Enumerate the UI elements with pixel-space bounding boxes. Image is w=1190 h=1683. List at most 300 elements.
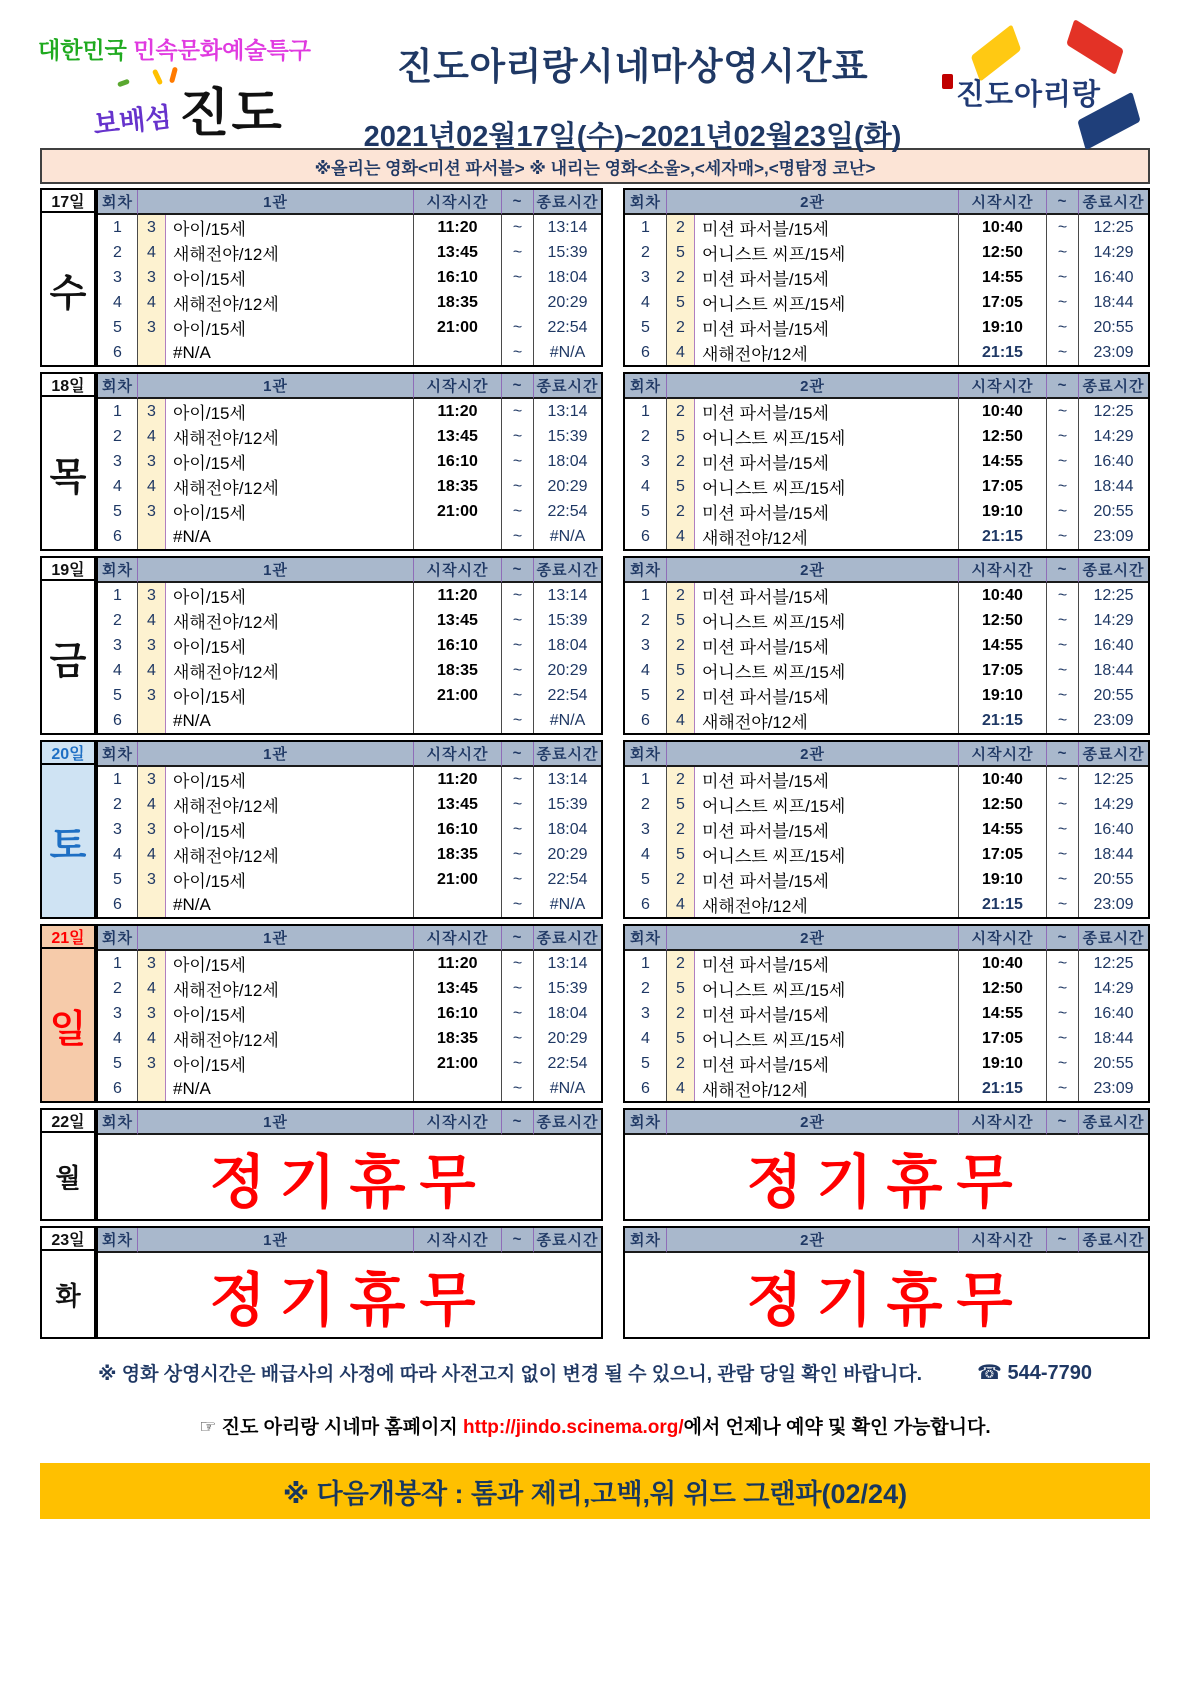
tilde-cell: ~ (1047, 1001, 1079, 1027)
schedule-row (625, 215, 1148, 240)
holiday-notice (98, 1135, 601, 1219)
schedule-row (98, 792, 601, 817)
code-cell: 5 (667, 290, 695, 316)
screen-table-2 (623, 1108, 1150, 1221)
round-cell: 2 (98, 792, 138, 818)
end-time-cell: 16:40 (1079, 265, 1148, 291)
red-seal-icon (942, 74, 953, 89)
end-time-cell: #N/A (534, 1076, 601, 1101)
round-cell: 3 (98, 633, 138, 659)
table-header-row (98, 558, 601, 583)
round-header: 회차 (98, 558, 138, 583)
tilde-cell: ~ (502, 767, 534, 793)
code-cell: 4 (667, 524, 695, 549)
end-time-cell: 13:14 (534, 583, 601, 609)
code-cell: 2 (667, 867, 695, 893)
movie-title-cell: 새해전야/12세 (695, 340, 959, 365)
end-time-cell: 18:44 (1079, 474, 1148, 500)
schedule-row (625, 951, 1148, 976)
start-time-cell: 14:55 (959, 633, 1047, 659)
tilde-cell: ~ (1047, 867, 1079, 893)
round-cell: 2 (625, 240, 667, 266)
code-cell: 3 (138, 499, 166, 525)
tilde-cell: ~ (1047, 683, 1079, 709)
code-cell: 4 (667, 892, 695, 917)
table-header-row (625, 1228, 1148, 1253)
movie-title-cell: 어니스트 씨프/15세 (695, 1026, 959, 1052)
movie-title-cell: 아이/15세 (166, 867, 414, 893)
end-time-cell: 20:29 (534, 658, 601, 684)
start-time-cell (414, 892, 502, 917)
table-header-row (98, 1110, 601, 1135)
code-cell: 2 (667, 951, 695, 977)
end-time-cell: 22:54 (534, 867, 601, 893)
day-column (40, 1226, 96, 1339)
end-time-cell: 13:14 (534, 399, 601, 425)
start-time-cell: 12:50 (959, 424, 1047, 450)
end-time-cell: 18:04 (534, 265, 601, 291)
schedule-sections (40, 188, 1150, 1339)
start-time-cell: 14:55 (959, 817, 1047, 843)
movie-title-cell: 아이/15세 (166, 215, 414, 241)
movie-title-cell: 미션 파서블/15세 (695, 449, 959, 475)
schedule-row (98, 424, 601, 449)
tilde-header: ~ (502, 558, 534, 583)
round-cell: 1 (98, 951, 138, 977)
movie-title-cell: 어니스트 씨프/15세 (695, 842, 959, 868)
day-date-label: 17일 (40, 188, 96, 213)
round-cell: 1 (98, 399, 138, 425)
movie-title-cell: 어니스트 씨프/15세 (695, 424, 959, 450)
movie-title-cell: #N/A (166, 892, 414, 917)
logo-slogan-district: 민속문화예술특구 (133, 37, 312, 63)
code-cell: 2 (667, 583, 695, 609)
start-time-cell: 18:35 (414, 842, 502, 868)
end-time-cell: 23:09 (1079, 892, 1148, 917)
end-time-cell: #N/A (534, 892, 601, 917)
start-time-header: 시작시간 (959, 558, 1047, 583)
round-cell: 3 (625, 265, 667, 291)
tilde-cell: ~ (502, 892, 534, 917)
movie-title-cell: 어니스트 씨프/15세 (695, 792, 959, 818)
tilde-cell: ~ (1047, 976, 1079, 1002)
tilde-cell: ~ (1047, 658, 1079, 684)
code-cell: 3 (138, 951, 166, 977)
start-time-cell (414, 1076, 502, 1101)
schedule-row (625, 524, 1148, 549)
end-time-cell: 14:29 (1079, 608, 1148, 634)
tilde-cell: ~ (1047, 951, 1079, 977)
start-time-header: 시작시간 (414, 374, 502, 399)
day-column (40, 1108, 96, 1221)
end-time-cell: #N/A (534, 708, 601, 733)
round-header: 회차 (98, 374, 138, 399)
screen-table-1 (96, 372, 603, 551)
movie-title-cell: 새해전야/12세 (166, 1026, 414, 1052)
round-cell: 1 (625, 215, 667, 241)
code-cell: 5 (667, 842, 695, 868)
end-time-cell: 18:44 (1079, 658, 1148, 684)
round-cell: 4 (98, 290, 138, 316)
movie-title-cell: 미션 파서블/15세 (695, 1051, 959, 1077)
end-time-cell: 23:09 (1079, 524, 1148, 549)
code-cell: 2 (667, 1001, 695, 1027)
code-cell: 4 (138, 474, 166, 500)
start-time-cell: 10:40 (959, 215, 1047, 241)
start-time-cell: 21:15 (959, 340, 1047, 365)
end-time-cell: 18:44 (1079, 842, 1148, 868)
round-cell: 3 (625, 449, 667, 475)
end-time-cell: 16:40 (1079, 633, 1148, 659)
end-time-cell: 23:09 (1079, 340, 1148, 365)
start-time-cell: 17:05 (959, 474, 1047, 500)
screen-table-2 (623, 556, 1150, 735)
start-time-cell: 19:10 (959, 683, 1047, 709)
round-cell: 1 (98, 583, 138, 609)
start-time-cell: 18:35 (414, 474, 502, 500)
footer-notice-row (0, 1359, 1190, 1386)
tilde-cell: ~ (502, 524, 534, 549)
day-section-18 (40, 372, 1150, 551)
tilde-cell: ~ (1047, 708, 1079, 733)
movie-title-cell: 미션 파서블/15세 (695, 867, 959, 893)
movie-title-cell: 아이/15세 (166, 1001, 414, 1027)
schedule-row (625, 424, 1148, 449)
code-cell: 2 (667, 499, 695, 525)
tilde-cell: ~ (502, 583, 534, 609)
movie-title-cell: 새해전야/12세 (166, 842, 414, 868)
schedule-row (625, 976, 1148, 1001)
round-cell: 6 (98, 340, 138, 365)
jindo-arirang-logo (942, 24, 1152, 142)
schedule-row (625, 1076, 1148, 1101)
day-weekday-label: 목 (40, 397, 96, 551)
round-cell: 3 (625, 817, 667, 843)
tilde-cell: ~ (1047, 449, 1079, 475)
end-time-cell: 13:14 (534, 951, 601, 977)
tilde-cell: ~ (1047, 424, 1079, 450)
end-time-cell: 12:25 (1079, 951, 1148, 977)
code-cell (138, 892, 166, 917)
tilde-cell: ~ (502, 424, 534, 450)
tilde-header: ~ (1047, 558, 1079, 583)
start-time-cell: 13:45 (414, 976, 502, 1002)
tilde-cell: ~ (1047, 1076, 1079, 1101)
round-header: 회차 (625, 558, 667, 583)
round-header: 회차 (625, 926, 667, 951)
start-time-cell: 16:10 (414, 449, 502, 475)
tilde-cell: ~ (502, 1076, 534, 1101)
round-header: 회차 (625, 742, 667, 767)
tilde-cell: ~ (502, 265, 534, 291)
schedule-row (625, 1051, 1148, 1076)
code-cell: 2 (667, 265, 695, 291)
screen-name-header: 1관 (138, 742, 414, 767)
code-cell: 4 (138, 608, 166, 634)
round-cell: 1 (625, 583, 667, 609)
schedule-row (625, 817, 1148, 842)
movie-title-cell: 미션 파서블/15세 (695, 1001, 959, 1027)
day-date-label: 18일 (40, 372, 96, 397)
day-weekday-label: 월 (40, 1133, 96, 1221)
round-cell: 5 (98, 499, 138, 525)
day-date-label: 20일 (40, 740, 96, 765)
schedule-row (625, 240, 1148, 265)
end-time-header: 종료시간 (534, 190, 601, 215)
end-time-cell: 15:39 (534, 424, 601, 450)
end-time-cell: 20:55 (1079, 867, 1148, 893)
movie-title-cell: #N/A (166, 708, 414, 733)
round-cell: 2 (625, 976, 667, 1002)
round-cell: 3 (98, 1001, 138, 1027)
homepage-prefix: ☞ 진도 아리랑 시네마 홈페이지 (199, 1417, 464, 1438)
tilde-cell: ~ (502, 867, 534, 893)
code-cell: 4 (138, 1026, 166, 1052)
round-cell: 6 (625, 892, 667, 917)
code-cell: 4 (138, 240, 166, 266)
tilde-cell: ~ (1047, 817, 1079, 843)
schedule-row (625, 474, 1148, 499)
round-cell: 3 (98, 449, 138, 475)
start-time-cell: 21:00 (414, 1051, 502, 1077)
screen-table-1 (96, 1108, 603, 1221)
table-header-row (98, 1228, 601, 1253)
movie-title-cell: 미션 파서블/15세 (695, 583, 959, 609)
table-gap (603, 188, 623, 367)
end-time-header: 종료시간 (1079, 190, 1148, 215)
end-time-cell: 12:25 (1079, 215, 1148, 241)
tilde-cell: ~ (1047, 633, 1079, 659)
end-time-header: 종료시간 (534, 1228, 601, 1253)
schedule-row (625, 658, 1148, 683)
end-time-cell: 20:55 (1079, 683, 1148, 709)
tilde-header: ~ (1047, 190, 1079, 215)
schedule-row (98, 524, 601, 549)
start-time-header: 시작시간 (959, 1110, 1047, 1135)
tilde-cell: ~ (502, 499, 534, 525)
tilde-cell: ~ (502, 817, 534, 843)
start-time-cell: 21:15 (959, 524, 1047, 549)
start-time-cell (414, 708, 502, 733)
round-cell: 5 (98, 315, 138, 341)
tilde-cell: ~ (1047, 265, 1079, 291)
logo-bobaeseom: 보배섬 (91, 101, 173, 140)
start-time-cell: 18:35 (414, 290, 502, 316)
end-time-cell: 15:39 (534, 976, 601, 1002)
ribbon-red-icon (1066, 19, 1123, 75)
code-cell: 5 (667, 792, 695, 818)
start-time-header: 시작시간 (414, 926, 502, 951)
schedule-row (625, 315, 1148, 340)
round-header: 회차 (98, 742, 138, 767)
start-time-cell: 21:00 (414, 315, 502, 341)
schedule-row (98, 240, 601, 265)
movie-title-cell: 새해전야/12세 (695, 1076, 959, 1101)
end-time-cell: 14:29 (1079, 424, 1148, 450)
screen-name-header: 2관 (667, 374, 959, 399)
day-date-label: 22일 (40, 1108, 96, 1133)
end-time-header: 종료시간 (534, 1110, 601, 1135)
day-column (40, 188, 96, 367)
end-time-cell: 15:39 (534, 792, 601, 818)
movie-title-cell: 미션 파서블/15세 (695, 265, 959, 291)
round-cell: 1 (625, 767, 667, 793)
screen-table-1 (96, 1226, 603, 1339)
tilde-cell: ~ (502, 1026, 534, 1052)
tilde-header: ~ (1047, 742, 1079, 767)
day-column (40, 556, 96, 735)
schedule-row (98, 951, 601, 976)
code-cell: 3 (138, 817, 166, 843)
code-cell: 2 (667, 215, 695, 241)
tilde-cell: ~ (502, 608, 534, 634)
code-cell: 2 (667, 767, 695, 793)
round-cell: 4 (625, 474, 667, 500)
schedule-row (98, 449, 601, 474)
movie-title-cell: 아이/15세 (166, 683, 414, 709)
movie-title-cell: #N/A (166, 1076, 414, 1101)
tilde-header: ~ (1047, 1110, 1079, 1135)
tilde-cell: ~ (502, 399, 534, 425)
start-time-header: 시작시간 (959, 190, 1047, 215)
round-cell: 5 (98, 867, 138, 893)
homepage-url-link[interactable]: http://jindo.scinema.org/ (463, 1417, 684, 1438)
movie-change-notice: ※올리는 영화<미션 파서블> ※ 내리는 영화<소울>,<세자매>,<명탐정 코난> (40, 148, 1150, 184)
schedule-row (98, 215, 601, 240)
day-column (40, 372, 96, 551)
start-time-cell: 13:45 (414, 608, 502, 634)
schedule-row (98, 1076, 601, 1101)
schedule-row (98, 1051, 601, 1076)
code-cell: 3 (138, 767, 166, 793)
screen-name-header: 2관 (667, 926, 959, 951)
schedule-row (98, 976, 601, 1001)
code-cell: 4 (138, 976, 166, 1002)
code-cell: 5 (667, 608, 695, 634)
start-time-cell: 11:20 (414, 767, 502, 793)
schedule-change-notice: ※ 영화 상영시간은 배급사의 사정에 따라 사전고지 없이 변경 될 수 있으니, 관람 당일 확인 바랍니다. (97, 1364, 923, 1385)
schedule-row (625, 1026, 1148, 1051)
tilde-cell (502, 290, 534, 316)
movie-title-cell: 새해전야/12세 (695, 708, 959, 733)
screen-name-header: 2관 (667, 1228, 959, 1253)
round-cell: 4 (625, 290, 667, 316)
tilde-header: ~ (1047, 374, 1079, 399)
table-gap (603, 1226, 623, 1339)
start-time-header: 시작시간 (414, 1228, 502, 1253)
tilde-header: ~ (502, 190, 534, 215)
code-cell: 5 (667, 1026, 695, 1052)
screen-name-header: 2관 (667, 1110, 959, 1135)
round-cell: 1 (625, 399, 667, 425)
table-gap (603, 740, 623, 919)
table-header-row (98, 742, 601, 767)
tilde-header: ~ (502, 374, 534, 399)
screen-table-1 (96, 924, 603, 1103)
tilde-cell: ~ (1047, 474, 1079, 500)
movie-title-cell: 새해전야/12세 (166, 792, 414, 818)
homepage-line (0, 1412, 1190, 1439)
end-time-header: 종료시간 (534, 558, 601, 583)
end-time-cell: 14:29 (1079, 240, 1148, 266)
tilde-cell: ~ (502, 658, 534, 684)
movie-title-cell: #N/A (166, 524, 414, 549)
round-cell: 1 (98, 215, 138, 241)
day-date-label: 21일 (40, 924, 96, 949)
tilde-cell: ~ (502, 792, 534, 818)
spark-yellow-icon (152, 69, 163, 86)
start-time-header: 시작시간 (414, 190, 502, 215)
schedule-row (98, 608, 601, 633)
start-time-cell: 18:35 (414, 1026, 502, 1052)
start-time-cell: 18:35 (414, 658, 502, 684)
end-time-cell: 20:29 (534, 842, 601, 868)
end-time-cell: #N/A (534, 524, 601, 549)
code-cell: 3 (138, 215, 166, 241)
table-header-row (98, 926, 601, 951)
code-cell: 2 (667, 1051, 695, 1077)
round-cell: 5 (625, 867, 667, 893)
tilde-cell: ~ (502, 683, 534, 709)
day-column (40, 924, 96, 1103)
tilde-cell: ~ (502, 633, 534, 659)
end-time-cell: 15:39 (534, 240, 601, 266)
schedule-row (625, 265, 1148, 290)
schedule-row (98, 842, 601, 867)
movie-title-cell: 미션 파서블/15세 (695, 315, 959, 341)
movie-title-cell: 새해전야/12세 (166, 240, 414, 266)
end-time-cell: 18:44 (1079, 1026, 1148, 1052)
tilde-cell: ~ (1047, 315, 1079, 341)
end-time-cell: 18:04 (534, 449, 601, 475)
holiday-text: 정기휴무 (209, 1268, 490, 1333)
screen-name-header: 2관 (667, 558, 959, 583)
round-header: 회차 (98, 1110, 138, 1135)
movie-title-cell: 미션 파서블/15세 (695, 951, 959, 977)
start-time-cell: 16:10 (414, 633, 502, 659)
schedule-row (98, 265, 601, 290)
round-cell: 3 (625, 633, 667, 659)
end-time-cell: 18:44 (1079, 290, 1148, 316)
movie-title-cell: 어니스트 씨프/15세 (695, 608, 959, 634)
end-time-cell: 20:55 (1079, 499, 1148, 525)
start-time-cell: 13:45 (414, 792, 502, 818)
end-time-cell: 20:55 (1079, 1051, 1148, 1077)
start-time-cell: 21:15 (959, 1076, 1047, 1101)
tilde-cell: ~ (502, 240, 534, 266)
start-time-cell: 19:10 (959, 499, 1047, 525)
start-time-cell: 11:20 (414, 215, 502, 241)
code-cell: 4 (667, 708, 695, 733)
round-cell: 4 (625, 658, 667, 684)
code-cell: 5 (667, 424, 695, 450)
table-header-row (625, 926, 1148, 951)
start-time-cell: 16:10 (414, 1001, 502, 1027)
tilde-cell: ~ (1047, 583, 1079, 609)
screen-table-1 (96, 556, 603, 735)
round-cell: 6 (98, 892, 138, 917)
start-time-cell: 13:45 (414, 240, 502, 266)
tilde-cell: ~ (502, 1051, 534, 1077)
movie-title-cell: 새해전야/12세 (166, 290, 414, 316)
end-time-header: 종료시간 (534, 374, 601, 399)
code-cell: 2 (667, 633, 695, 659)
screen-name-header: 1관 (138, 1228, 414, 1253)
table-header-row (625, 558, 1148, 583)
jindo-county-logo (38, 24, 323, 143)
start-time-header: 시작시간 (959, 374, 1047, 399)
start-time-cell: 10:40 (959, 399, 1047, 425)
